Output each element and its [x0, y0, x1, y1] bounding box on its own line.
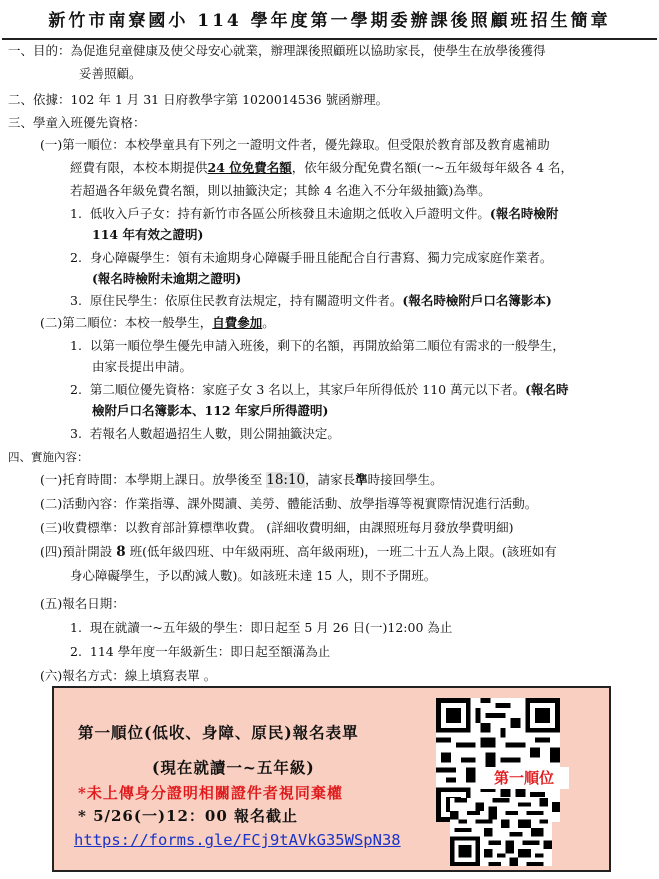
item-text: 第二順位優先資格：家庭子女 3 名以上，其家戶年所得低於 110 萬元以下者。	[89, 382, 526, 397]
item-note: (報名時檢附	[489, 206, 559, 221]
priority-2-item-2	[70, 381, 569, 399]
priority-2-item-2-note: 檢附戶口名簿影本、112 年家戶所得證明)	[92, 403, 329, 418]
priority-1-item-1-note: 114 年有效之證明)	[92, 227, 204, 242]
priority-2-item-3	[70, 425, 340, 443]
qr-code-bottom	[450, 798, 552, 866]
registration-form-link[interactable]: https://forms.gle/FCj9tAVkG35WSpN38	[74, 831, 401, 849]
priority-1-line2c: ，依年級分配免費名額(一~五年級每年級各 4 名，	[291, 160, 574, 175]
item-number: 3.	[70, 293, 82, 308]
priority-2-label: (二)第二順位：	[40, 315, 125, 330]
section-basis	[8, 91, 388, 109]
care-time-text: (一)托育時間：本學期上課日。放學後至	[40, 472, 267, 487]
item-number: 1.	[70, 620, 82, 635]
section-basis-label: 二、依據：	[8, 92, 71, 107]
class-plan	[40, 543, 557, 561]
priority-1-item-1	[70, 205, 558, 223]
item-number: 3.	[70, 426, 82, 441]
item-text: 低收入戶子女：持有新竹市各區公所核發且未逾期之低收入戶證明文件。	[89, 206, 490, 221]
section-purpose-text: 為促進兒童健康及使父母安心就業，辦理課後照顧班以協助家長，使學生在放學後獲得	[70, 43, 546, 58]
item-text: 原住民學生：依原住民教育法規定，持有關證明文件者。	[89, 293, 403, 308]
class-plan-text-2: 班(低年級四班、中年級兩班、高年級兩班)，一班二十五人為上限。(該班如有	[125, 544, 557, 559]
item-number: 1.	[70, 338, 82, 353]
qr-code-label: 第一順位	[479, 767, 569, 789]
priority-1-item-2-note: (報名時檢附未逾期之證明)	[92, 271, 242, 286]
registration-method: (六)報名方式：線上填寫表單 。	[40, 668, 217, 683]
priority-1-line2a: 經費有限，本校本期提供	[70, 160, 208, 175]
title-divider	[2, 38, 657, 40]
priority-2-item-1	[70, 337, 565, 355]
priority-1-text: 本校學童具有下列之一證明文件者，優先錄取。但受限於教育部及教育處補助	[124, 137, 550, 152]
item-number: 2.	[70, 250, 82, 265]
box-subheading: (現在就讀一~五年級)	[152, 758, 315, 777]
item-number: 2.	[70, 382, 82, 397]
class-plan-text: (四)預計開設	[40, 544, 117, 559]
class-count: 8	[116, 544, 126, 560]
section-basis-text: 102 年 1 月 31 日府教學字第 1020014536 號函辦理。	[70, 92, 389, 107]
priority-1-item-2	[70, 249, 552, 267]
item-number: 1.	[70, 206, 82, 221]
priority-1	[40, 136, 550, 154]
page-title: 新竹市南寮國小 114 學年度第一學期委辦課後照顧班招生簡章	[48, 11, 611, 31]
box-heading: 第一順位(低收、身障、原民)報名表單	[78, 723, 359, 742]
care-time-text-2: ，請家長	[305, 472, 356, 487]
priority-1-line3: 若超過各年級免費名額，則以抽籤決定；其餘 4 名進入不分年級抽籤)為準。	[70, 183, 491, 198]
item-note: (報名時	[525, 382, 569, 397]
priority-1-label: (一)第一順位：	[40, 137, 125, 152]
registration-box	[52, 686, 611, 872]
section-eligibility-label: 三、學童入班優先資格：	[8, 115, 146, 130]
priority-1-line2	[70, 159, 573, 177]
section-purpose-label: 一、目的：	[8, 43, 71, 58]
section-purpose-text-cont: 妥善照顧。	[79, 66, 142, 81]
registration-date-item-1	[70, 619, 452, 637]
priority-2	[40, 314, 275, 332]
priority-2-item-1-cont: 由家長提出申請。	[92, 359, 193, 374]
section-purpose	[8, 42, 546, 60]
item-text: 以第一順位學生優先申請入班後，剩下的名額，再開放給第二順位有需求的一般學生，	[89, 338, 565, 353]
activity-content: (二)活動內容：作業指導、課外閱讀、美勞、體能活動、放學指導等視實際情況進行活動。	[40, 496, 538, 511]
item-note: (報名時檢附戶口名簿影本)	[402, 293, 552, 308]
priority-1-item-3	[70, 292, 552, 310]
priority-2-end: 。	[262, 315, 275, 330]
pickup-time: 18:10	[266, 472, 306, 488]
item-text: 若報名人數超過招生人數，則公開抽籤決定。	[89, 426, 340, 441]
priority-2-text: 本校一般學生，	[124, 315, 213, 330]
section-implementation-label: 四、實施內容：	[8, 450, 89, 464]
on-time-mark: 準	[355, 472, 368, 487]
item-text: 114 學年度一年級新生：即日起至額滿為止	[89, 644, 331, 659]
registration-date-item-2	[70, 643, 330, 661]
item-text: 身心障礙學生：領有未逾期身心障礙手冊且能配合自行書寫、獨力完成家庭作業者。	[89, 250, 553, 265]
free-quota: 24 位免費名額	[207, 160, 292, 175]
item-number: 2.	[70, 644, 82, 659]
box-deadline: * 5/26(一)12：00 報名截止	[78, 807, 299, 825]
class-plan-cont: 身心障礙學生，予以酌減人數)。如該班未達 15 人，則不予開班。	[70, 568, 437, 583]
registration-date-label: (五)報名日期：	[40, 596, 125, 611]
care-time-text-3: 時接回學生。	[367, 472, 443, 487]
box-warning: *未上傳身分證明相關證件者視同棄權	[78, 784, 343, 802]
fee-standard: (三)收費標準：以教育部計算標準收費。 (詳細收費明細，由課照班每月發放學費明細)	[40, 520, 514, 535]
item-text: 現在就讀一~五年級的學生：即日起至 5 月 26 日(一)12:00 為止	[89, 620, 453, 635]
self-pay: 自費參加	[212, 315, 263, 330]
care-time	[40, 471, 443, 489]
